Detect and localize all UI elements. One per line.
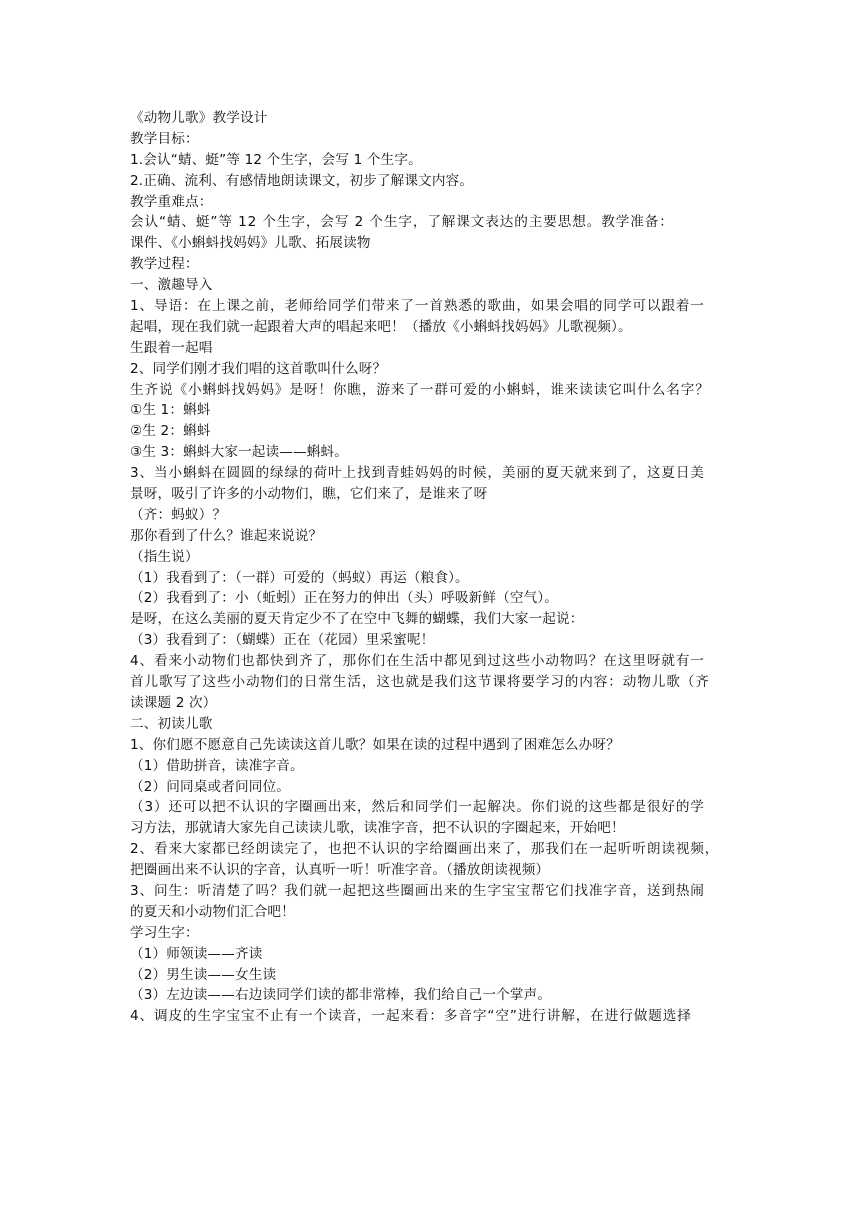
text-line: 是呀，在这么美丽的夏天肯定少不了在空中飞舞的蝴蝶，我们大家一起说： [130,611,584,628]
text-line: 2、看来大家都已经朗读完了，也把不认识的字给圈画出来了，那我们在一起听听朗读视频， [130,841,720,858]
section-heading: 教学重难点： [130,193,213,210]
text-line: 起唱，现在我们就一起跟着大声的唱起来吧！（播放《小蝌蚪找妈妈》儿歌视频）。 [130,318,632,335]
text-line: （指生说） [130,548,199,565]
section-heading: 教学过程： [130,256,199,273]
text-line: 会认“蜻、蜓”等 12 个生字，会写 2 个生字，了解课文表达的主要思想。教学准备： [130,214,674,231]
text-line: 景呀，吸引了许多的小动物们，瞧，它们来了，是谁来了呀 [130,486,488,503]
text-line: ②生 2：蝌蚪 [130,423,211,440]
text-line: 2、同学们刚才我们唱的这首歌叫什么呀？ [130,360,387,377]
text-line: 的夏天和小动物们汇合吧！ [130,903,295,920]
text-line: 4、看来小动物们也都快到齐了，那你们在生活中都见到过这些小动物吗？在这里呀就有一 [130,653,705,670]
document-title: 《动物儿歌》教学设计 [130,110,268,126]
text-line: （2）我看到了：小（蚯蚓）正在努力的伸出（头）呼吸新鲜（空气）。 [130,590,559,607]
text-line: （3）我看到了：（蝴蝶）正在（花园）里采蜜呢！ [130,632,435,649]
text-line: 那你看到了什么？谁起来说说？ [130,527,323,544]
text-line: 首儿歌写了这些小动物们的日常生活，这也就是我们这节课将要学习的内容：动物儿歌（齐 [130,674,710,691]
text-line: 4、调皮的生字宝宝不止有一个读音，一起来看：多音字“空”进行讲解，在进行做题选择 [130,1008,692,1025]
text-line: 2.正确、流利、有感情地朗读课文，初步了解课文内容。 [130,172,474,189]
text-line: ③生 3：蝌蚪大家一起读——蝌蚪。 [130,444,349,461]
text-line: 1.会认“蜻、蜓”等 12 个生字，会写 1 个生字。 [130,151,422,168]
section-heading: 二、初读儿歌 [130,715,213,732]
text-line: 习方法，那就请大家先自己读读儿歌，读准字音，把不认识的字圈起来，开始吧！ [130,820,625,837]
text-line: 1、你们愿不愿意自己先读读这首儿歌？如果在读的过程中遇到了困难怎么办呀？ [130,736,620,753]
text-line: ①生 1：蝌蚪 [130,402,211,419]
document-page [130,108,740,1027]
text-line: （3）左边读——右边读同学们读的都非常棒，我们给自己一个掌声。 [130,987,552,1004]
text-line: 生齐说《小蝌蚪找妈妈》是呀！你瞧，游来了一群可爱的小蝌蚪，谁来读读它叫什么名字？ [130,381,710,398]
text-line: （1）借助拼音，读准字音。 [130,757,304,774]
text-line: （1）师领读——齐读 [130,945,263,962]
text-line: 3、问生：听清楚了吗？我们就一起把这些圈画出来的生字宝宝帮它们找准字音，送到热闹 [130,882,705,899]
text-line: （2）问同桌或者问同位。 [130,778,290,795]
text-line: 生跟着一起唱 [130,339,213,356]
text-line: 读课题 2 次） [130,694,217,711]
section-heading: 教学目标： [130,130,199,147]
section-heading: 学习生字： [130,924,199,941]
text-line: （3）还可以把不认识的字圈画出来，然后和同学们一起解决。你们说的这些都是很好的学 [130,799,705,816]
text-line: （齐：蚂蚁）？ [130,506,227,523]
text-line: （1）我看到了：（一群）可爱的（蚂蚁）再运（粮食）。 [130,569,469,586]
text-line: （2）男生读——女生读 [130,966,277,983]
text-line: 课件、《小蝌蚪找妈妈》儿歌、拓展读物 [130,235,371,252]
section-heading: 一、激趣导入 [130,277,213,294]
text-line: 3、当小蝌蚪在圆圆的绿绿的荷叶上找到青蛙妈妈的时候，美丽的夏天就来到了，这夏日美 [130,465,705,482]
text-line: 把圈画出来不认识的字音，认真听一听！听准字音。（播放朗读视频） [130,862,550,879]
text-line: 1、导语：在上课之前，老师给同学们带来了一首熟悉的歌曲，如果会唱的同学可以跟着一 [130,298,705,315]
